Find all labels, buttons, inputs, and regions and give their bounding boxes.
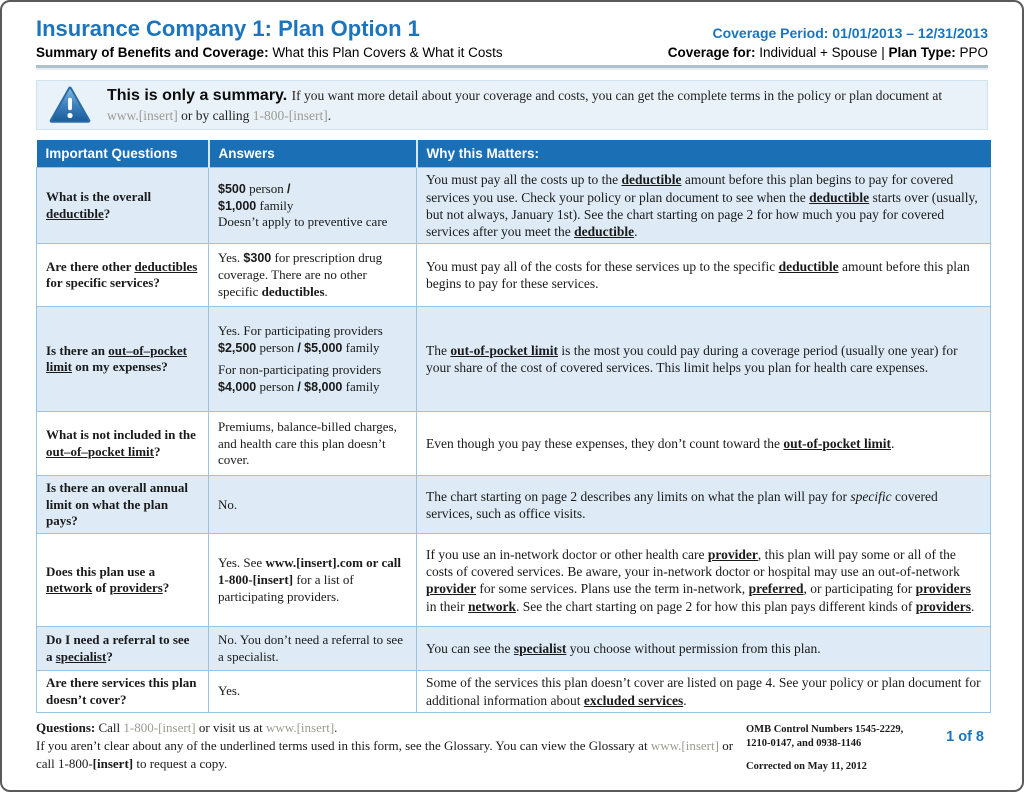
col-header-why-this-matters: Why this Matters: [417,140,991,168]
answer-cell: Yes. $300 for prescription drug coverage. There are no other specific deductibles. [209,244,417,307]
col-header-important-questions: Important Questions [37,140,209,168]
col-header-answers: Answers [209,140,417,168]
footer-right [746,719,988,774]
table-row [37,307,991,412]
questions-table-body [37,168,991,713]
question-cell: Are there services this plan doesn’t cover? [37,671,209,713]
matters-cell: You must pay all the costs up to the deductible amount before this plan begins to pay for covered services you use. Check your policy or plan document to see when the deductible starts over (usually, but not always, January 1st). See the chart starting on page 2 for how much you pay for covered services after you meet the deductible. [417,168,991,244]
page-title: Insurance Company 1: Plan Option 1 [36,16,420,41]
table-row [37,671,991,713]
page-number: 1 of 8 [946,729,984,746]
table-row [37,627,991,671]
answer-cell: Yes. See www.[insert].com or call 1-800-[insert] for a list of participating providers. [209,534,417,627]
answer-cell: $500 person / $1,000 family Doesn’t apply to preventive care [209,168,417,244]
header-divider [36,65,988,70]
matters-cell: Some of the services this plan doesn’t cover are listed on page 4. See your policy or plan document for additional information about excluded services. [417,671,991,713]
coverage-for: Coverage for: Individual + Spouse | Plan Type: PPO [667,45,988,61]
table-row [37,244,991,307]
question-cell: Is there an overall annual limit on what the plan pays? [37,476,209,534]
answer-cell: Yes. For participating providers $2,500 person / $5,000 family For non-participating providers $4,000 person / $8,000 family [209,307,417,412]
warning-triangle-icon [49,86,91,124]
answer-cell: Premiums, balance-billed charges, and health care this plan doesn’t cover. [209,412,417,476]
matters-cell: Even though you pay these expenses, they don’t count toward the out-of-pocket limit. [417,412,991,476]
table-row [37,534,991,627]
summary-notice-banner [36,80,988,130]
matters-cell: The out-of-pocket limit is the most you could pay during a coverage period (usually one year) for your share of the cost of covered services. This limit helps you plan for health care expenses. [417,307,991,412]
matters-cell: If you use an in-network doctor or other health care provider, this plan will pay some or all of the costs of covered services. Be aware, your in-network doctor or hospital may use an out-of-network provider for some services. Plans use the term in-network, preferred, or participating for providers in their network. See the chart starting on page 2 for how this plan pays different kinds of providers. [417,534,991,627]
answer-cell: No. You don’t need a referral to see a specialist. [209,627,417,671]
matters-cell: You must pay all of the costs for these services up to the specific deductible amount before this plan begins to pay for these services. [417,244,991,307]
answer-cell: No. [209,476,417,534]
table-row [37,412,991,476]
corrected-date: Corrected on May 11, 2012 [746,761,867,773]
header-right [668,25,988,60]
coverage-period: Coverage Period: 01/01/2013 – 12/31/2013 [712,25,988,42]
table-row [37,476,991,534]
answer-cell: Yes. [209,671,417,713]
question-cell: Are there other deductibles for specific services? [37,244,209,307]
document-footer [2,713,1022,774]
question-cell: Is there an out–of–pocket limit on my expenses? [37,307,209,412]
question-cell: Do I need a referral to see a specialist? [37,627,209,671]
footer-questions-text: Questions: Call 1-800-[insert] or visit us at www.[insert]. If you aren’t clear about any of the underlined terms used in this form, see the Glossary. You can view the Glossary at www.[insert] or call 1-800-[insert] to request a copy. [36,719,734,772]
matters-cell: You can see the specialist you choose without permission from this plan. [417,627,991,671]
question-cell: What is not included in the out–of–pocket limit? [37,412,209,476]
header-left [36,16,503,60]
table-header-row [37,140,991,168]
question-cell: What is the overall deductible? [37,168,209,244]
document-header [2,16,1022,60]
question-cell: Does this plan use a network of providers? [37,534,209,627]
table-row [37,168,991,244]
important-questions-table [36,140,991,713]
page-subtitle: Summary of Benefits and Coverage: What this Plan Covers & What it Costs [36,45,503,61]
summary-banner-text: This is only a summary. If you want more detail about your coverage and costs, you can get the complete terms in the policy or plan document at www.[insert] or by calling 1-800-[insert]. [107,87,943,123]
omb-control-numbers: OMB Control Numbers 1545-2229, 1210-0147, and 0938-1146 [746,723,904,750]
matters-cell: The chart starting on page 2 describes any limits on what the plan will pay for specific covered services, such as office visits. [417,476,991,534]
